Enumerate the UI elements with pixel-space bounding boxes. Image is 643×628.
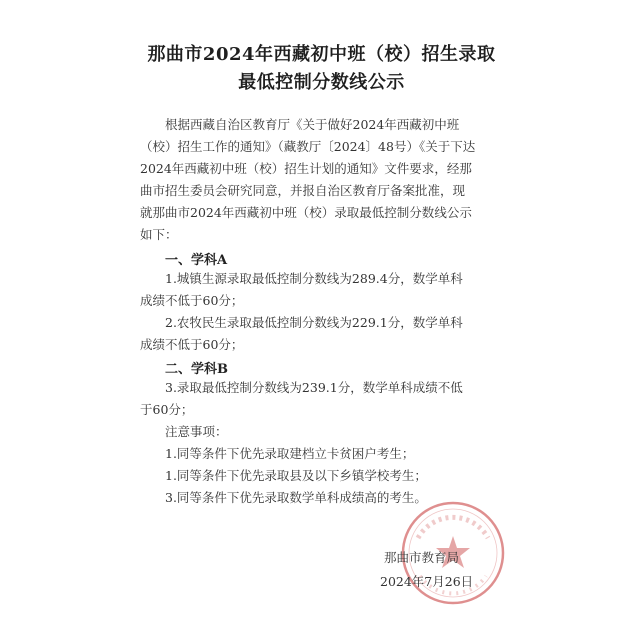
- intro-line-3: 2024年西藏初中班（校）招生计划的通知》文件要求，经那: [140, 161, 472, 176]
- section-a-item-1-line-1: 1.城镇生源录取最低控制分数线为289.4分，数学单科: [165, 271, 463, 286]
- section-a-item-2-line-1: 2.农牧民生录取最低控制分数线为229.1分，数学单科: [165, 315, 463, 330]
- issuing-organization: 那曲市教育局: [384, 550, 460, 565]
- section-b-item-3-line-2: 于60分；: [140, 402, 194, 417]
- intro-line-5: 就那曲市2024年西藏初中班（校）录取最低控制分数线公示: [140, 205, 472, 220]
- note-item-2: 1.同等条件下优先录取县及以下乡镇学校考生；: [165, 468, 427, 483]
- section-b-heading: 二、学科B: [165, 362, 228, 377]
- intro-line-4: 曲市招生委员会研究同意，并报自治区教育厅备案批准，现: [140, 183, 466, 198]
- document-title-line-2: 最低控制分数线公示: [238, 72, 405, 93]
- document-title-line-1: 那曲市2024年西藏初中班（校）招生录取: [147, 44, 496, 65]
- intro-line-6: 如下：: [140, 227, 178, 242]
- intro-line-2: （校）招生工作的通知》（藏教厅〔2024〕48号）《关于下达: [140, 139, 476, 154]
- section-a-heading: 一、学科A: [165, 253, 228, 268]
- intro-line-1: 根据西藏自治区教育厅《关于做好2024年西藏初中班: [165, 117, 460, 132]
- note-item-1: 1.同等条件下优先录取建档立卡贫困户考生；: [165, 446, 415, 461]
- section-b-item-3-line-1: 3.录取最低控制分数线为239.1分，数学单科成绩不低: [165, 380, 463, 395]
- issue-date: 2024年7月26日: [380, 574, 474, 589]
- section-a-item-2-line-2: 成绩不低于60分；: [140, 337, 244, 352]
- section-a-item-1-line-2: 成绩不低于60分；: [140, 293, 244, 308]
- notes-heading: 注意事项：: [165, 424, 228, 439]
- note-item-3: 3.同等条件下优先录取数学单科成绩高的考生。: [165, 490, 427, 505]
